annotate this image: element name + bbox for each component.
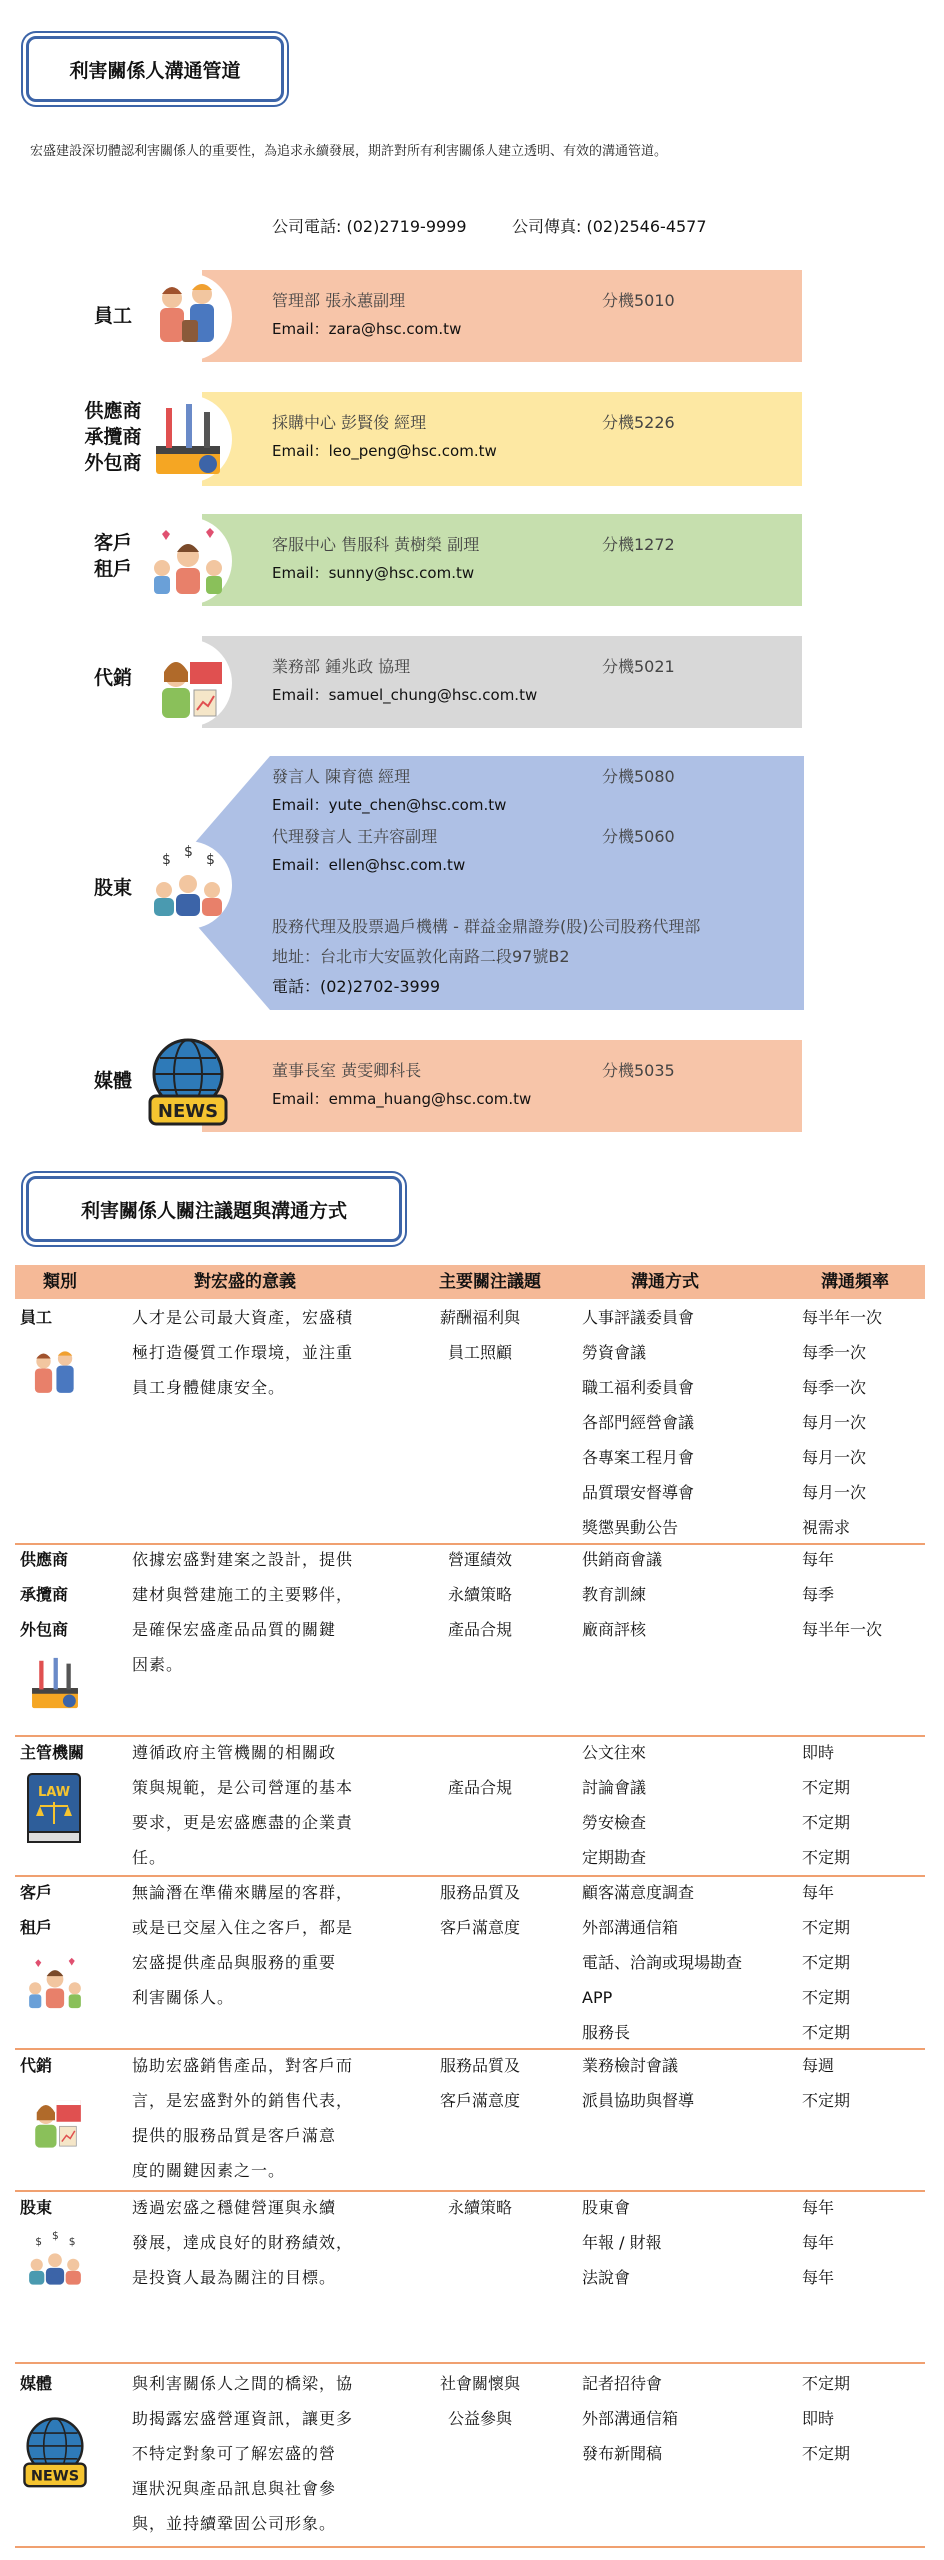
contact-ext: 分機1272: [602, 535, 675, 554]
channel-category-sales-agent: 代銷: [93, 667, 132, 689]
stock-agency: 股務代理及股票過戶機構 - 群益金鼎證券(股)公司股務代理部: [272, 917, 701, 936]
channel-category-customers: 客戶 租戶: [93, 532, 132, 580]
channel-bar-shareholders: [202, 756, 802, 1010]
row-category: 股東: [20, 2198, 53, 2217]
row-separator: [15, 2362, 925, 2364]
contact-ext: 分機5010: [602, 291, 675, 310]
contact-name: 客服中心 售服科 黃樹榮 副理: [272, 535, 480, 554]
row-issues: 營運績效 永續策略 產品合規: [447, 1550, 512, 1639]
section2-heading-box: [26, 1176, 402, 1242]
row-meaning: 依據宏盛對建案之設計，提供 建材與營建施工的主要夥伴， 是確保宏盛產品品質的關鍵 因素。: [132, 1550, 354, 1674]
row-issues: 永續策略: [447, 2198, 512, 2217]
channel-category-shareholders: 股東: [93, 877, 132, 899]
contact-email[interactable]: Email：yute_chen@hsc.com.tw: [272, 796, 507, 814]
row-meaning: 與利害關係人之間的橋梁，協 助揭露宏盛營運資訊，讓更多 不特定對象可了解宏盛的營 運狀況與產品訊息與社會參 與，並持續鞏固公司形象。: [132, 2374, 354, 2533]
contact-ext: 分機5035: [602, 1061, 675, 1080]
channel-bar-employees: [202, 270, 802, 362]
row-methods: 人事評議委員會 勞資會議 職工福利委員會 各部門經營會議 各專案工程月會 品質環安督導會 獎懲異動公告: [582, 1308, 695, 1537]
row-category: 員工: [20, 1308, 53, 1327]
row-methods: 業務檢討會議 派員協助與督導: [582, 2056, 695, 2110]
row-category: 客戶 租戶: [20, 1883, 53, 1937]
channel-category-media: 媒體: [93, 1070, 132, 1092]
contact-name: 管理部 張永蕙副理: [272, 291, 406, 310]
svg-text:NEWS: NEWS: [30, 2468, 80, 2485]
row-category: 主管機關: [20, 1743, 85, 1762]
row-issues: 社會關懷與 公益參與: [439, 2374, 520, 2428]
table-header-methods: 溝通方式: [631, 1272, 699, 1292]
sales-agent-icon: [20, 2086, 90, 2156]
svg-text:$: $: [206, 852, 215, 868]
row-methods: 顧客滿意度調查 外部溝通信箱 電話、洽詢或現場勘查 APP 服務長: [582, 1883, 743, 2042]
tools-icon: [142, 394, 234, 484]
intro-text: 宏盛建設深切體認利害關係人的重要性，為追求永續發展，期許對所有利害關係人建立透明、有效的溝通管道。: [30, 144, 668, 159]
contact-ext: 分機5080: [602, 767, 675, 786]
tools-icon: [22, 1650, 88, 1716]
row-frequency: 不定期 即時 不定期: [802, 2374, 851, 2463]
employees-icon: [22, 1342, 88, 1408]
table-header-category: 類別: [43, 1272, 77, 1292]
channel-bar-suppliers: [202, 392, 802, 486]
contact-name: 業務部 鍾兆政 協理: [272, 657, 411, 676]
row-issues: 服務品質及 客戶滿意度: [439, 1883, 520, 1937]
row-category: 媒體: [20, 2374, 53, 2393]
customers-icon: [20, 1948, 90, 2018]
row-meaning: 協助宏盛銷售產品，對客戶而 言，是宏盛對外的銷售代表， 提供的服務品質是客戶滿意 度的關鍵因素之一。: [132, 2056, 354, 2180]
section1-heading-box: [26, 36, 284, 102]
row-frequency: 每年 每年 每年: [802, 2198, 835, 2287]
contact-email[interactable]: Email：leo_peng@hsc.com.tw: [272, 442, 497, 460]
row-frequency: 每週 不定期: [802, 2056, 851, 2110]
contact-email[interactable]: Email：emma_huang@hsc.com.tw: [272, 1090, 532, 1108]
channel-category-suppliers: 供應商 承攬商 外包商: [84, 400, 142, 474]
svg-text:$: $: [184, 844, 193, 860]
row-issues: 薪酬福利與 員工照顧: [439, 1308, 520, 1362]
contact-ext: 分機5021: [602, 657, 675, 676]
row-methods: 股東會 年報 / 財報 法說會: [582, 2198, 662, 2287]
employees-icon: [142, 272, 234, 362]
svg-text:$: $: [162, 852, 171, 868]
contact-ext: 分機5060: [602, 827, 675, 846]
svg-text:$: $: [35, 2235, 42, 2249]
row-meaning: 遵循政府主管機關的相關政 策與規範，是公司營運的基本 要求，更是宏盛應盡的企業責 任。: [132, 1743, 354, 1867]
contact-name: 董事長室 黃雯卿科長: [272, 1061, 422, 1080]
row-meaning: 人才是公司最大資產，宏盛積 極打造優質工作環境，並注重 員工身體健康安全。: [132, 1308, 354, 1397]
contact-email[interactable]: Email：zara@hsc.com.tw: [272, 320, 462, 338]
shareholders-icon: [20, 2226, 90, 2296]
channel-bar-sales-agent: [202, 636, 802, 728]
svg-text:$: $: [68, 2235, 76, 2249]
row-issues: 服務品質及 客戶滿意度: [439, 2056, 520, 2110]
shareholders-icon: [142, 840, 234, 930]
row-meaning: 透過宏盛之穩健營運與永續 發展，達成良好的財務績效， 是投資人最為關注的目標。: [132, 2198, 354, 2287]
row-issues: 產品合規: [447, 1778, 512, 1797]
stock-agency-address: 地址：台北市大安區敦化南路二段97號B2: [272, 947, 570, 966]
row-frequency: 每半年一次 每季一次 每季一次 每月一次 每月一次 每月一次 視需求: [802, 1308, 883, 1537]
row-methods: 公文往來 討論會議 勞安檢查 定期勘查: [582, 1743, 647, 1867]
channel-category-employees: 員工: [93, 305, 132, 327]
sales-agent-icon: [142, 638, 234, 728]
section1-title: 利害關係人溝通管道: [69, 59, 241, 82]
table-header-frequency: 溝通頻率: [821, 1272, 889, 1292]
row-category: 供應商 承攬商 外包商: [20, 1550, 69, 1639]
news-globe-icon: [18, 2414, 92, 2494]
channel-bar-media: [202, 1040, 802, 1132]
row-frequency: 每年 每季 每半年一次: [802, 1550, 883, 1639]
company-phone: 公司電話: (02)2719-9999: [272, 217, 467, 236]
svg-text:$: $: [51, 2228, 59, 2242]
svg-text:NEWS: NEWS: [157, 1101, 219, 1122]
row-meaning: 無論潛在準備來購屋的客群， 或是已交屋入住之客戶，都是 宏盛提供產品與服務的重要 利害關係人。: [132, 1883, 354, 2007]
row-frequency: 即時 不定期 不定期 不定期: [802, 1743, 851, 1867]
table-header-issues: 主要關注議題: [439, 1272, 541, 1292]
contact-email[interactable]: Email：ellen@hsc.com.tw: [272, 856, 466, 874]
contact-ext: 分機5226: [602, 413, 675, 432]
law-book-icon: [24, 1772, 84, 1844]
svg-text:LAW: LAW: [37, 1785, 71, 1800]
contact-email[interactable]: Email：sunny@hsc.com.tw: [272, 564, 475, 582]
news-globe-icon: [142, 1036, 234, 1132]
company-fax: 公司傳真: (02)2546-4577: [512, 217, 707, 236]
row-separator: [15, 2546, 925, 2548]
customers-icon: [142, 516, 234, 606]
contact-name: 發言人 陳育德 經理: [272, 767, 411, 786]
contact-email[interactable]: Email：samuel_chung@hsc.com.tw: [272, 686, 538, 704]
table-header: [15, 1265, 925, 1299]
row-frequency: 每年 不定期 不定期 不定期 不定期: [802, 1883, 851, 2042]
section2-title: 利害關係人關注議題與溝通方式: [80, 1199, 347, 1222]
stock-agency-tel: 電話：(02)2702-3999: [272, 977, 441, 996]
row-methods: 供銷商會議 教育訓練 廠商評核: [582, 1550, 663, 1639]
row-methods: 記者招待會 外部溝通信箱 發布新聞稿: [582, 2374, 679, 2463]
channel-bar-customers: [202, 514, 802, 606]
contact-name: 採購中心 彭賢俊 經理: [272, 413, 427, 432]
contact-name: 代理發言人 王卉容副理: [272, 827, 438, 846]
row-category: 代銷: [20, 2056, 53, 2075]
table-header-meaning: 對宏盛的意義: [194, 1272, 296, 1292]
